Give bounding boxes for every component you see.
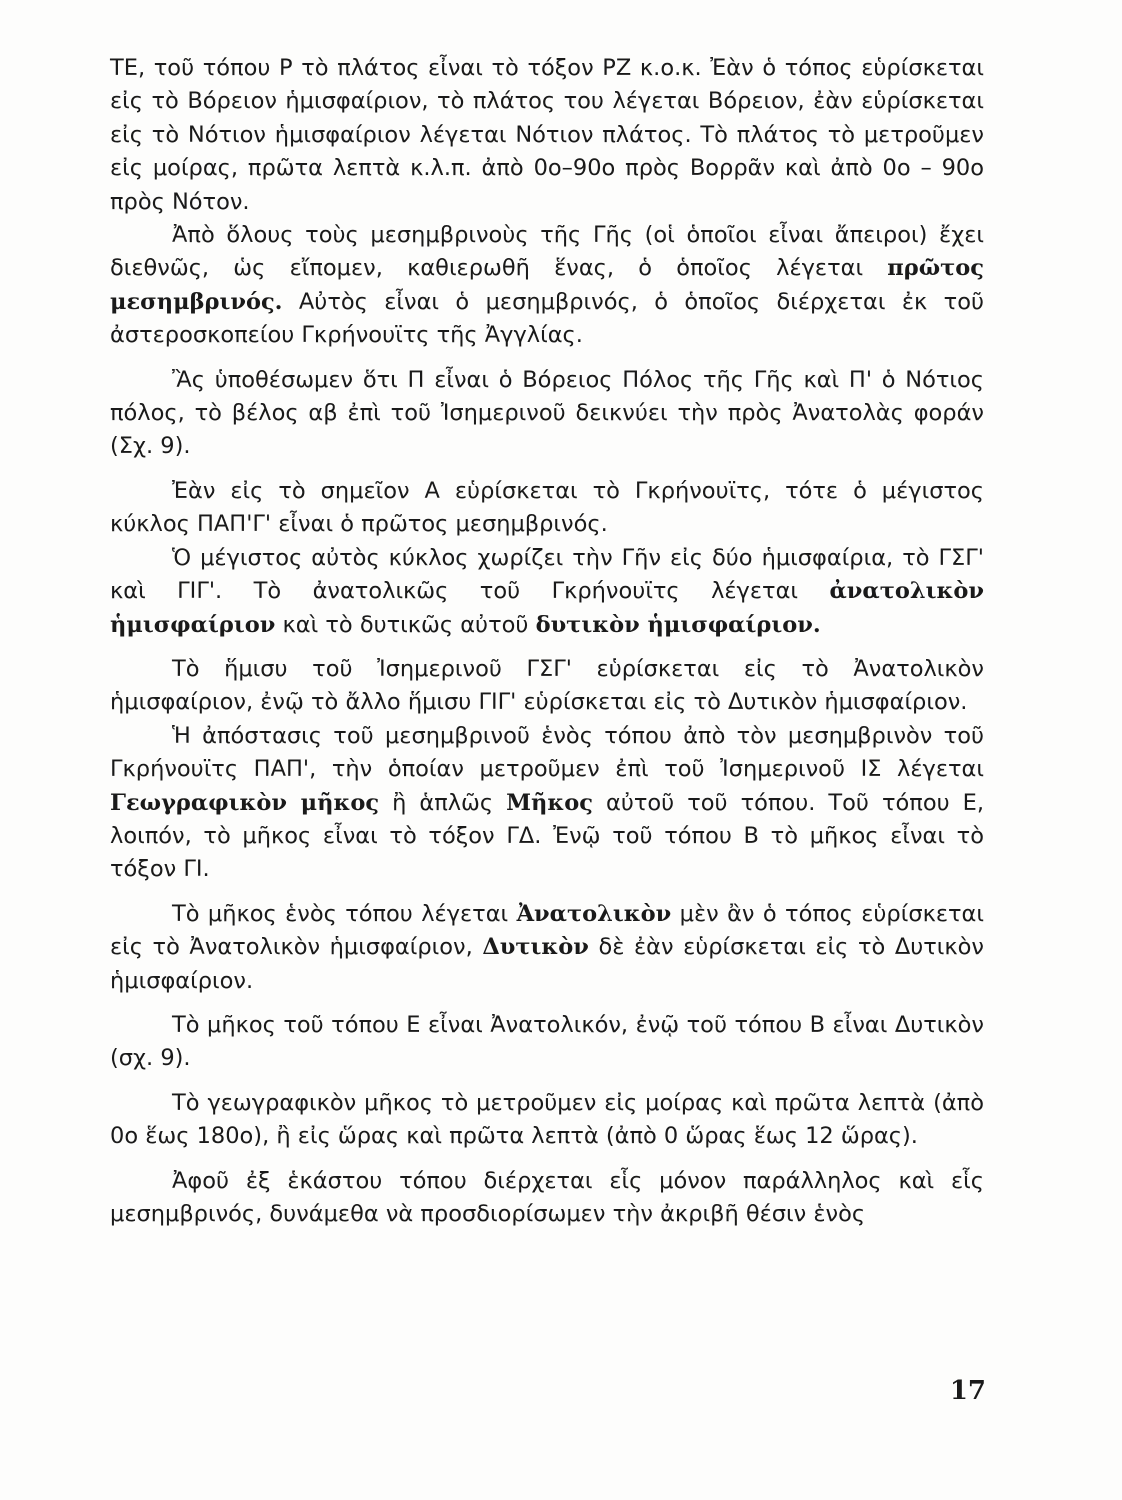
text-run: Ἐὰν εἰς τὸ σημεῖον Α εὑρίσκεται τὸ Γκρήνουϊτς, τότε ὁ μέγιστος κύκλος ΠΑΠ'Γ' εἶναι ὁ πρῶτος μεσημβρινός. <box>110 477 984 538</box>
text-run: δὲ ἐὰν εὑρίσκεται εἰς τὸ Δυτικὸν ἡμισφαίριον. <box>110 934 984 994</box>
text-run: Τὸ μῆκος ἑνὸς τόπου λέγεται <box>172 900 517 927</box>
paragraph <box>110 52 984 219</box>
bold-term: Ἀνατολικὸν <box>516 900 672 927</box>
text-run: Τὸ ἥμισυ τοῦ Ἰσημερινοῦ ΓΣΓ' εὑρίσκεται εἰς τὸ Ἀνατολικὸν ἡμισφαίριον, ἐνῷ τὸ ἄλλο ἥμισυ ΓΙΓ' εὑρίσκεται εἰς τὸ Δυτικὸν ἡμισφαίριον. <box>110 655 984 716</box>
text-run: Αὐτὸς εἶναι ὁ μεσημβρινός, ὁ ὁποῖος διέρχεται ἐκ τοῦ ἀστεροσκοπείου Γκρήνουϊτς τῆς Ἀγγλίας. <box>110 288 984 349</box>
bold-term: Γεωγραφικὸν μῆκος <box>110 789 380 816</box>
text-run: Ὁ μέγιστος αὐτὸς κύκλος χωρίζει τὴν Γῆν εἰς δύο ἡμισφαίρια, τὸ ΓΣΓ' καὶ ΓΙΓ'. Τὸ ἀνατολικῶς τοῦ Γκρήνουϊτς λέγεται <box>110 544 984 605</box>
paragraph <box>110 720 984 887</box>
page-number: 17 <box>949 1376 986 1406</box>
bold-term: Δυτικὸν <box>482 934 589 961</box>
text-run: Τὸ μῆκος τοῦ τόπου Ε εἶναι Ἀνατολικόν, ἐνῷ τοῦ τόπου Β εἶναι Δυτικὸν (σχ. 9). <box>110 1011 984 1072</box>
text-run: Ἀπὸ ὅλους τοὺς μεσημβρινοὺς τῆς Γῆς (οἱ ὁποῖοι εἶναι ἄπειροι) ἔχει διεθνῶς, ὡς εἴπομεν, καθιερωθῆ ἕνας, ὁ ὁποῖος λέγεται <box>110 222 984 282</box>
text-run: αὐτοῦ τοῦ τόπου. Τοῦ τόπου Ε, λοιπόν, τὸ μῆκος εἶναι τὸ τόξον ΓΔ. Ἐνῷ τοῦ τόπου Β τὸ μῆκος εἶναι τὸ τόξον ΓΙ. <box>110 789 984 883</box>
text-run: καὶ τὸ δυτικῶς αὐτοῦ <box>275 611 536 638</box>
paragraph <box>110 475 984 542</box>
bold-term: Μῆκος <box>506 789 593 816</box>
text-run: Ἀφοῦ ἐξ ἑκάστου τόπου διέρχεται εἷς μόνον παράλληλος καὶ εἷς μεσημβρινός, δυνάμεθα νὰ προσδιορίσωμεν τὴν ἀκριβῆ θέσιν ἑνὸς <box>110 1167 984 1227</box>
text-run: μὲν ἂν ὁ τόπος εὑρίσκεται εἰς τὸ Ἀνατολικὸν ἡμισφαίριον, <box>110 900 984 961</box>
text-run: ἢ ἁπλῶς <box>379 789 507 816</box>
paragraph <box>110 1165 984 1232</box>
bold-term: δυτικὸν ἡμισφαίριον. <box>535 611 821 638</box>
paragraph <box>110 364 984 464</box>
text-run: Τὸ γεωγραφικὸν μῆκος τὸ μετροῦμεν εἰς μοίρας καὶ πρῶτα λεπτὰ (ἀπὸ 0ο ἕως 180ο), ἢ εἰς ὥρας καὶ πρῶτα λεπτὰ (ἀπὸ 0 ὥρας ἕως 12 ὥρας). <box>110 1089 984 1150</box>
paragraph <box>110 898 984 998</box>
paragraph <box>110 653 984 720</box>
text-run: Ἡ ἀπόστασις τοῦ μεσημβρινοῦ ἑνὸς τόπου ἀπὸ τὸν μεσημβρινὸν τοῦ Γκρήνουϊτς ΠΑΠ', τὴν ὁποίαν μετροῦμεν ἐπὶ τοῦ Ἰσημερινοῦ ΙΣ λέγεται <box>110 722 984 783</box>
paragraph <box>110 542 984 642</box>
paragraph <box>110 1009 984 1076</box>
paragraph <box>110 1087 984 1154</box>
paragraph <box>110 219 984 353</box>
bold-term: ἀνατολικὸν ἡμισφαίριον <box>110 578 984 638</box>
text-run: Ἂς ὑποθέσωμεν ὅτι Π εἶναι ὁ Βόρειος Πόλος τῆς Γῆς καὶ Π' ὁ Νότιος πόλος, τὸ βέλος αβ ἐπὶ τοῦ Ἰσημερινοῦ δεικνύει τὴν πρὸς Ἀνατολὰς φοράν (Σχ. 9). <box>110 366 984 460</box>
bold-term: πρῶτος μεσημβρινός. <box>110 255 984 315</box>
body-text <box>110 52 984 1231</box>
text-run: ΤΕ, τοῦ τόπου Ρ τὸ πλάτος εἶναι τὸ τόξον ΡΖ κ.ο.κ. Ἐὰν ὁ τόπος εὑρίσκεται εἰς τὸ Βόρειον ἡμισφαίριον, τὸ πλάτος του λέγεται Βόρειον, ἐὰν εὑρίσκεται εἰς τὸ Νότιον ἡμισφαίριον λέγεται Νότιον πλάτος. Τὸ πλάτος τὸ μετροῦμεν εἰς μοίρας, πρῶτα λεπτὰ κ.λ.π. ἀπὸ 0ο–90ο πρὸς Βορρᾶν καὶ ἀπὸ 0ο – 90ο πρὸς Νότον. <box>110 55 984 215</box>
